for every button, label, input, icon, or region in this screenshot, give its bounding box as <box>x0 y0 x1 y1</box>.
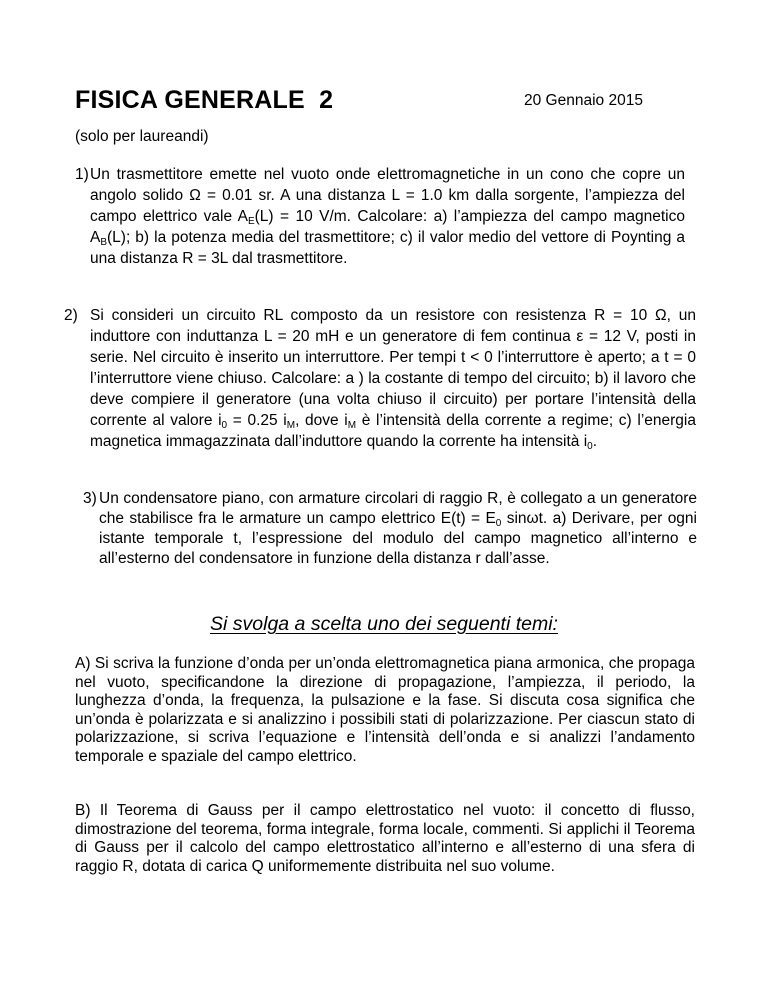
exam-subtitle: (solo per laureandi) <box>75 128 209 145</box>
problem-2 <box>64 305 696 452</box>
exam-header <box>75 86 695 116</box>
problem-text: Si consideri un circuito RL composto da un resistore con resistenza R = 10 Ω, un induttore con induttanza L = 20 mH e un generatore di fem continua ε = 12 V, posti in serie. Nel circuito è inserito un interruttore. Per tempi t < 0 l’interruttore è aperto; a t = 0 l’interruttore viene chiuso. Calcolare: a ) la costante di tempo del circuito; b) il lavoro che deve compiere il generatore (una volta chiuso il circuito) per portare l’intensità della corrente al valore $i_0 = 0.25$ $i_M$, dove $i_M$ è l’intensità della corrente a regime; c) l’energia magnetica immagazzinata dall’induttore quando la corrente ha intensità $i_0$. <box>90 307 696 452</box>
topic-a: A) Si scriva la funzione d’onda per un’onda elettromagnetica piana armonica, che propaga nel vuoto, specificandone la direzione di propagazione, l’ampiezza, il periodo, la lunghezza d’onda, la frequenza, la pulsazione e la fase. Si discuta cosa significa che un’onda è polarizzata e si analizzino i possibili stati di polarizzazione. Per ciascun stato di polarizzazione, si scriva l’equazione e l’intensità dell’onda e si analizzi l’andamento temporale e spaziale del campo elettrico. <box>75 655 695 765</box>
problem-number: 3) <box>83 490 97 507</box>
problem-text: Un condensatore piano, con armature circolari di raggio R, è collegato a un generatore che stabilisce fra le armature un campo elettrico $E(t) = E_0$ sinωt. a) Derivare, per ogni istante temporale t, l’espressione del modulo del campo magnetico all’interno e all’esterno del condensatore in funzione della distanza r dall’asse. <box>99 490 697 567</box>
problem-number: 2) <box>64 307 78 324</box>
topic-b: B) Il Teorema di Gauss per il campo elettrostatico nel vuoto: il concetto di flusso, dimostrazione del teorema, forma integrale, forma locale, commenti. Si applichi il Teorema di Gauss per il calcolo del campo elettrostatico all’interno e all’esterno di una sfera di raggio R, dotata di carica Q uniformemente distribuita nel suo volume. <box>75 802 695 875</box>
exam-date: 20 Gennaio 2015 <box>524 92 643 109</box>
problem-number: 1) <box>75 166 89 183</box>
choice-heading: Si svolga a scelta uno dei seguenti temi: <box>210 613 558 635</box>
problem-1 <box>75 164 685 269</box>
exam-title: FISICA GENERALE 2 <box>75 86 334 114</box>
problem-3 <box>83 489 697 569</box>
problem-text: Un trasmettitore emette nel vuoto onde elettromagnetiche in un cono che copre un angolo solido Ω = 0.01 sr. A una distanza L = 1.0 km dalla sorgente, l’ampiezza del campo elettrico vale $A_E(L) = 10$ V/m. Calcolare: a) l’ampiezza del campo magnetico $A_B(L)$; b) la potenza media del trasmettitore; c) il valor medio del vettore di Poynting a una distanza R = 3L dal trasmettitore. <box>90 166 685 267</box>
